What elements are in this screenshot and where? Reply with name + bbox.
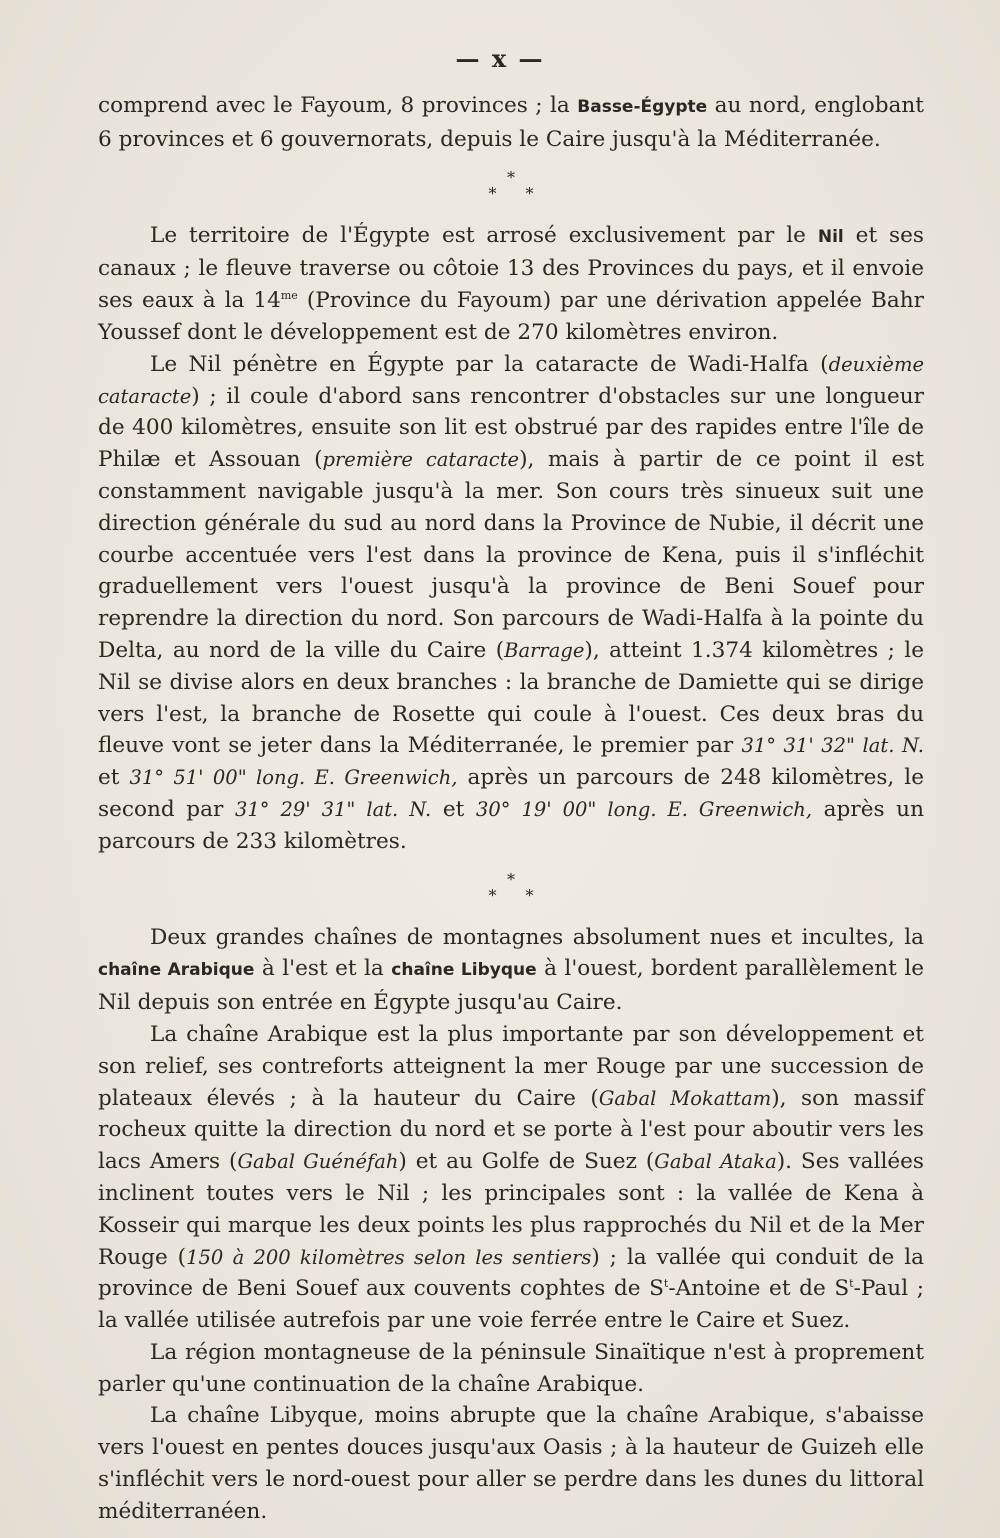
text-run: à l'ouest, bordent parallèlement le Nil depuis son entrée en Égypte jusqu'au Caire. xyxy=(98,956,925,1016)
text-run: après un parcours de 248 kilomètres, le second par xyxy=(98,765,924,822)
paragraph xyxy=(98,922,924,1019)
text-run: ), mais à partir de ce point il est constamment navigable jusqu'à la mer. Son cours très sinueux suit une direction générale du sud au nord dans la Province de Nubie, il décrit une courbe accentuée vers l'est dans la province de Kena, puis il s'infléchit graduellement vers l'ouest jusqu'à la province de Beni Souef pour reprendre la direction du nord. Son parcours de Wadi-Halfa à la pointe du Delta, au nord de la ville du Caire ( xyxy=(98,447,924,663)
text-run: La chaîne Libyque, moins abrupte que la chaîne Arabique, s'abaisse vers l'ouest en pentes douces jusqu'aux Oasis ; à la hauteur de Guizeh elle s'infléchit vers le nord-ouest pour aller se perdre dans les dunes du littoral méditerranéen. xyxy=(98,1403,924,1524)
text-run: La chaîne Arabique est la plus importante par son développement et son relief, ses contreforts atteignent la mer Rouge par une succession de plateaux élevés ; à la hauteur du Caire ( xyxy=(98,1021,924,1111)
italic-text: Gabal Mokattam xyxy=(598,1086,772,1110)
paragraph xyxy=(98,1019,924,1337)
paragraph xyxy=(98,1337,924,1401)
text-run: et xyxy=(431,796,476,822)
text-run: après un parcours de 233 kilomètres. xyxy=(98,796,924,854)
bold-term: Basse-Égypte xyxy=(577,97,708,117)
italic-text: 150 à 200 kilomètres selon les sentiers xyxy=(186,1245,592,1269)
section-separator xyxy=(98,156,924,220)
italic-text: Gabal Guénéfah xyxy=(237,1150,399,1174)
text-run: ) ; la vallée qui conduit de la province de Beni Souef aux couvents cophtes de S xyxy=(98,1244,924,1302)
text-run: comprend avec le Fayoum, 8 provinces ; la xyxy=(98,93,578,118)
superscript: t xyxy=(849,1277,854,1291)
text-run: -Antoine et de S xyxy=(668,1276,850,1302)
paragraph xyxy=(98,220,924,349)
text-run: La région montagneuse de la péninsule Sinaïtique n'est à proprement parler qu'une continuation de la chaîne Arabique. xyxy=(98,1339,924,1397)
superscript: me xyxy=(280,289,298,302)
paragraph xyxy=(98,1400,924,1527)
text-run: ). Ses vallées inclinent toutes vers le Nil ; les principales sont : la vallée de Kena à Kosseir qui marque les deux points les plus rapprochés du Nil et de la Mer Rouge ( xyxy=(98,1149,924,1270)
text-run: au nord, englobant 6 provinces et 6 gouvernorats, depuis le Caire jusqu'à la Méditerranée. xyxy=(98,93,924,152)
text-run: (Province du Fayoum) par une dérivation appelée Bahr Youssef dont le développement est de 270 kilomètres environ. xyxy=(98,288,924,345)
italic-text: 31° 29' 31" lat. N. xyxy=(234,797,432,821)
text-run: ) et au Golfe de Suez ( xyxy=(398,1149,655,1175)
text-run: ), atteint 1.374 kilomètres ; le Nil se divise alors en deux branches : la branche de Damiette qui se dirige vers l'est, la branche de Rosette qui coule à l'ouest. Ces deux bras du fleuve vont se jeter dans la Méditerranée, le premier par xyxy=(98,637,924,759)
text-run: à l'est et la xyxy=(254,956,392,982)
text-run: ), son massif rocheux quitte la direction du nord et se porte à l'est pour aboutir vers les lacs Amers ( xyxy=(98,1085,924,1175)
page-number: — x — xyxy=(455,44,545,73)
italic-text: première cataracte xyxy=(322,448,520,472)
text-run: Le Nil pénètre en Égypte par la cataracte de Wadi-Halfa ( xyxy=(150,351,829,377)
bold-term: chaîne Libyque xyxy=(391,960,537,981)
italic-text: Gabal Ataka xyxy=(654,1150,777,1174)
superscript: t xyxy=(663,1277,669,1291)
italic-text: 31° 31' 32" lat. N. xyxy=(741,734,924,758)
text-run: et ses canaux ; le fleuve traverse ou côtoie 13 des Provinces du pays, et il envoie ses eaux à la 14 xyxy=(98,222,924,314)
asterism-bottom: * * xyxy=(488,183,546,203)
text-run: et xyxy=(98,765,130,791)
asterism-bottom: * * xyxy=(488,885,546,905)
italic-text: 31° 51' 00" long. E. Greenwich, xyxy=(129,766,458,790)
asterism-top: * xyxy=(507,167,515,187)
asterism-top: * xyxy=(507,869,515,889)
body-text xyxy=(98,90,924,1528)
italic-text: 30° 19' 00" long. E. Greenwich, xyxy=(475,797,813,821)
bold-term: Nil xyxy=(817,226,844,247)
italic-text: deuxième cataracte xyxy=(98,352,924,408)
paragraph xyxy=(98,90,924,156)
paragraph xyxy=(98,349,924,858)
bold-term: chaîne Arabique xyxy=(98,960,255,981)
text-run: Le territoire de l'Égypte est arrosé exclusivement par le xyxy=(150,222,818,248)
section-separator xyxy=(98,858,924,922)
text-run: -Paul ; la vallée utilisée autrefois par une voie ferrée entre le Caire et Suez. xyxy=(98,1276,925,1334)
text-run: ) ; il coule d'abord sans rencontrer d'obstacles sur une longueur de 400 kilomètres, ensuite son lit est obstrué par des rapides entre l'île de Philæ et Assouan ( xyxy=(98,383,924,473)
italic-text: Barrage xyxy=(504,638,585,662)
text-run: Deux grandes chaînes de montagnes absolument nues et incultes, la xyxy=(150,924,924,950)
